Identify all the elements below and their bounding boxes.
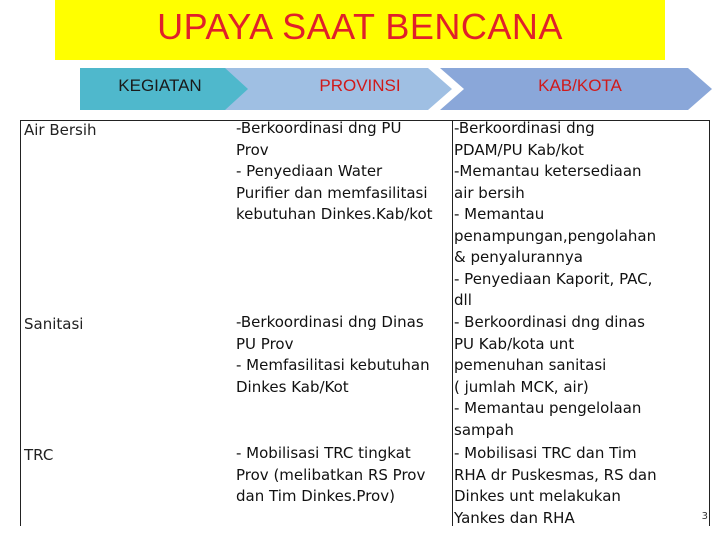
header-kabkota: KAB/KOTA xyxy=(538,76,622,95)
page-title: UPAYA SAAT BENCANA xyxy=(157,6,563,47)
cell-kabkota-air-bersih: -Berkoordinasi dng PDAM/PU Kab/kot -Memantau ketersediaan air bersih - Memantau penampungan,pengolahan & penyalurannya - Penyediaan Kaporit, PAC, dll xyxy=(454,119,657,309)
cell-provinsi-sanitasi: -Berkoordinasi dng Dinas PU Prov - Memfasilitasi kebutuhan Dinkes Kab/Kot xyxy=(236,313,430,396)
row-label-sanitasi: Sanitasi xyxy=(24,315,84,333)
cell-provinsi-trc: - Mobilisasi TRC tingkat Prov (melibatkan RS Prov dan Tim Dinkes.Prov) xyxy=(236,444,426,505)
cell-kabkota-sanitasi: - Berkoordinasi dng dinas PU Kab/kota unt pemenuhan sanitasi ( jumlah MCK, air) - Memantau pengelolaan sampah xyxy=(454,313,645,439)
header-kegiatan: KEGIATAN xyxy=(118,76,202,95)
table-left-border xyxy=(20,120,21,526)
row-label-air-bersih: Air Bersih xyxy=(24,121,97,139)
table-right-border xyxy=(709,120,710,526)
cell-provinsi-air-bersih: -Berkoordinasi dng PU Prov - Penyediaan Water Purifier dan memfasilitasi kebutuhan Dinkes.Kab/kot xyxy=(236,119,433,223)
cell-kabkota-trc: - Mobilisasi TRC dan Tim RHA dr Puskesmas, RS dan Dinkes unt melakukan Yankes dan RHA xyxy=(454,444,657,527)
header-provinsi: PROVINSI xyxy=(319,76,401,95)
column-divider xyxy=(452,120,453,526)
row-label-trc: TRC xyxy=(24,446,54,464)
page-number: 3 xyxy=(701,511,708,522)
